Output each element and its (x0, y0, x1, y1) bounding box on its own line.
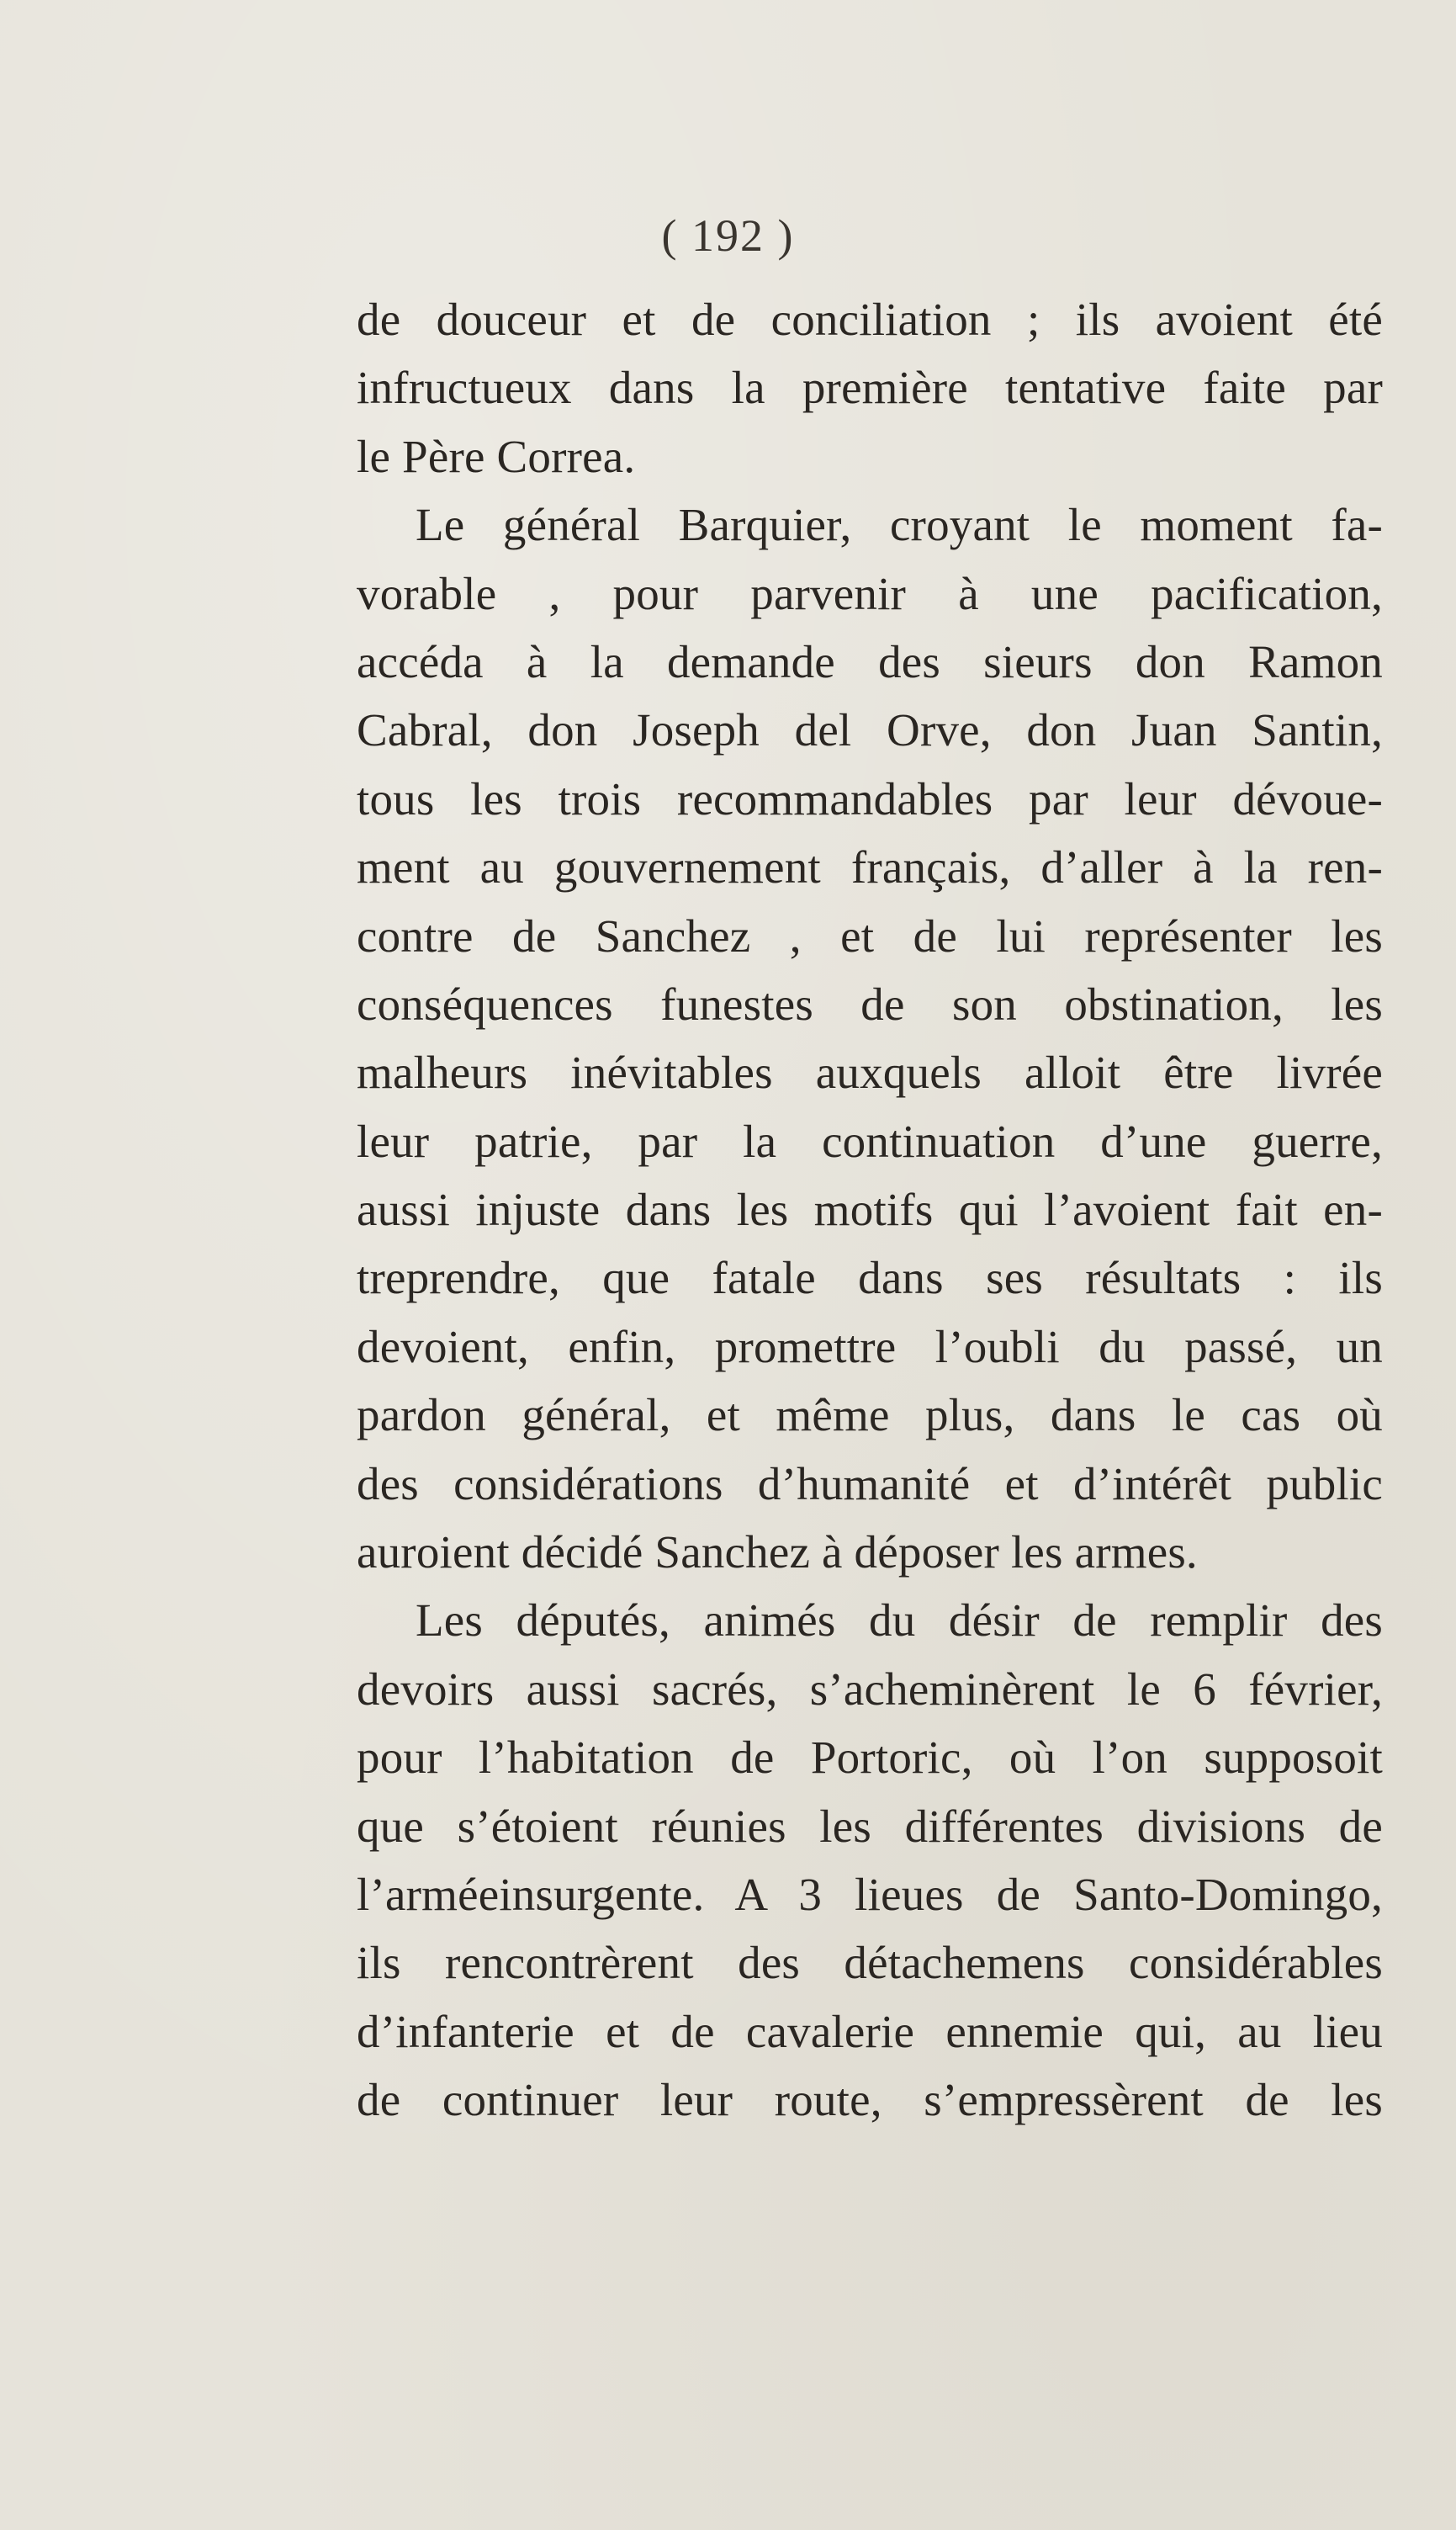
text-line: d’infanterie et de cavalerie ennemie qui, au lieu (357, 2005, 1383, 2057)
text-line: le Père Correa. (357, 430, 636, 482)
text-line: de continuer leur route, s’empressèrent de les (357, 2074, 1383, 2126)
text-line: auroient décidé Sanchez à déposer les armes. (357, 1526, 1198, 1578)
text-line: vorable , pour parvenir à une pacification, (357, 567, 1383, 619)
text-line: Le général Barquier, croyant le moment fa- (416, 499, 1383, 551)
text-line: infructueux dans la première tentative faite par (357, 362, 1383, 414)
text-line: contre de Sanchez , et de lui représenter les (357, 910, 1383, 962)
text-line: devoirs aussi sacrés, s’acheminèrent le 6 février, (357, 1663, 1383, 1715)
page-number: ( 192 ) (661, 210, 795, 261)
text-line: pardon général, et même plus, dans le cas où (357, 1389, 1383, 1441)
text-line: Cabral, don Joseph del Orve, don Juan Santin, (357, 704, 1383, 756)
text-line: ils rencontrèrent des détachemens considérables (357, 1937, 1383, 1989)
text-line: des considérations d’humanité et d’intérêt public (357, 1457, 1383, 1509)
text-line: aussi injuste dans les motifs qui l’avoient fait en- (357, 1184, 1383, 1236)
text-line: que s’étoient réunies les différentes divisions de (357, 1800, 1383, 1852)
text-line: leur patrie, par la continuation d’une guerre, (357, 1115, 1383, 1167)
text-line: tous les trois recommandables par leur dévoue- (357, 772, 1383, 825)
text-line: l’arméeinsurgente. A 3 lieues de Santo-Domingo, (357, 1868, 1383, 1920)
text-line: devoient, enfin, promettre l’oubli du passé, un (357, 1320, 1383, 1372)
text-line: pour l’habitation de Portoric, où l’on supposoit (357, 1732, 1383, 1784)
text-line: accéda à la demande des sieurs don Ramon (357, 635, 1383, 687)
text-line: conséquences funestes de son obstination, les (357, 978, 1383, 1030)
text-line: de douceur et de conciliation ; ils avoient été (357, 294, 1383, 345)
body-text (357, 285, 1383, 2135)
text-line: treprendre, que fatale dans ses résultats : ils (357, 1252, 1383, 1304)
text-line: ment au gouvernement français, d’aller à la ren- (357, 841, 1383, 894)
text-line: malheurs inévitables auxquels alloit être livrée (357, 1047, 1383, 1099)
text-line: Les députés, animés du désir de remplir des (416, 1594, 1383, 1647)
